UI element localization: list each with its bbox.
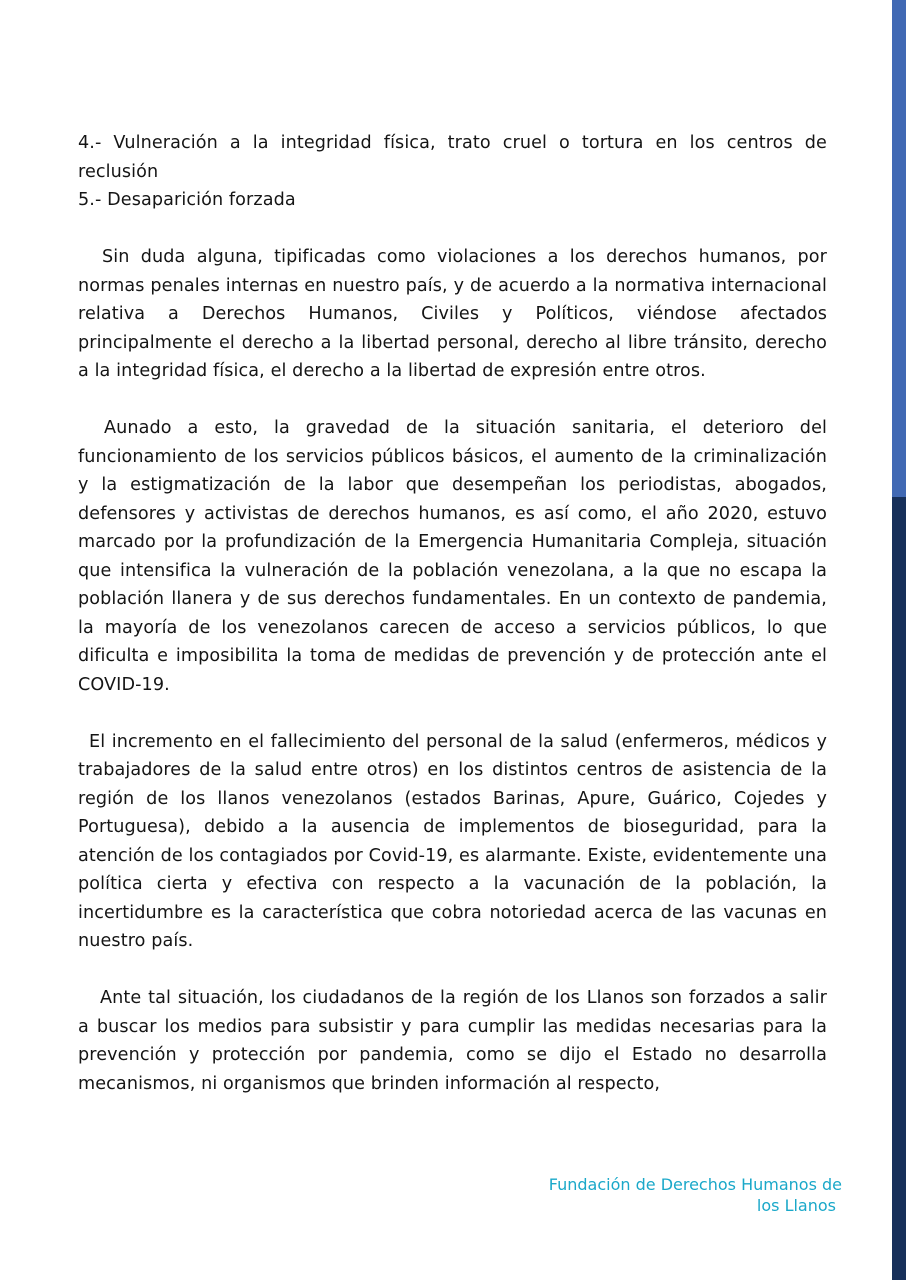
paragraph-sanitary-situation: Aunado a esto, la gravedad de la situación sanitaria, el deterioro del funcionamiento de los servicios públicos básicos, el aumento de la criminalización y la estigmatización de la labor que desempeñan los periodistas, abogados, defensores y activistas de derechos humanos, es así como, el año 2020, estuvo marcado por la profundización de la Emergencia Humanitaria Compleja, situación que intensifica la vulneración de la población venezolana, a la que no escapa la población llanera y de sus derechos fundamentales. En un contexto de pandemia, la mayoría de los venezolanos carecen de acceso a servicios públicos, lo que dificulta e imposibilita la toma de medidas de prevención y de protección ante el COVID-19. xyxy=(78,418,827,695)
document-body xyxy=(78,129,827,1098)
footer-line-2: los Llanos xyxy=(756,1196,836,1215)
sidebar-accent-top xyxy=(892,0,906,497)
paragraph-human-rights-violations: Sin duda alguna, tipificadas como violaciones a los derechos humanos, por normas penales internas en nuestro país, y de acuerdo a la normativa internacional relativa a Derechos Humanos, Civiles y Políticos, viéndose afectados principalmente el derecho a la libertad personal, derecho al libre tránsito, derecho a la integridad física, el derecho a la libertad de expresión entre otros. xyxy=(78,247,827,381)
paragraph-citizens-llanos: Ante tal situación, los ciudadanos de la región de los Llanos son forzados a salir a buscar los medios para subsistir y para cumplir las medidas necesarias para la prevención y protección por pandemia, como se dijo el Estado no desarrolla mecanismos, ni organismos que brinden información al respecto, xyxy=(78,988,827,1094)
sidebar-accent-bottom xyxy=(892,497,906,1280)
footer-organization-name xyxy=(522,1174,842,1216)
footer-line-1: Fundación de Derechos Humanos de xyxy=(548,1175,842,1194)
list-item-4: 4.- Vulneración a la integridad física, trato cruel o tortura en los centros de reclusión xyxy=(78,133,827,182)
list-item-5: 5.- Desaparición forzada xyxy=(78,190,296,210)
paragraph-health-personnel: El incremento en el fallecimiento del personal de la salud (enfermeros, médicos y trabajadores de la salud entre otros) en los distintos centros de asistencia de la región de los llanos venezolanos (estados Barinas, Apure, Guárico, Cojedes y Portuguesa), debido a la ausencia de implementos de bioseguridad, para la atención de los contagiados por Covid-19, es alarmante. Existe, evidentemente una política cierta y efectiva con respecto a la vacunación de la población, la incertidumbre es la característica que cobra notoriedad acerca de las vacunas en nuestro país. xyxy=(78,731,827,951)
